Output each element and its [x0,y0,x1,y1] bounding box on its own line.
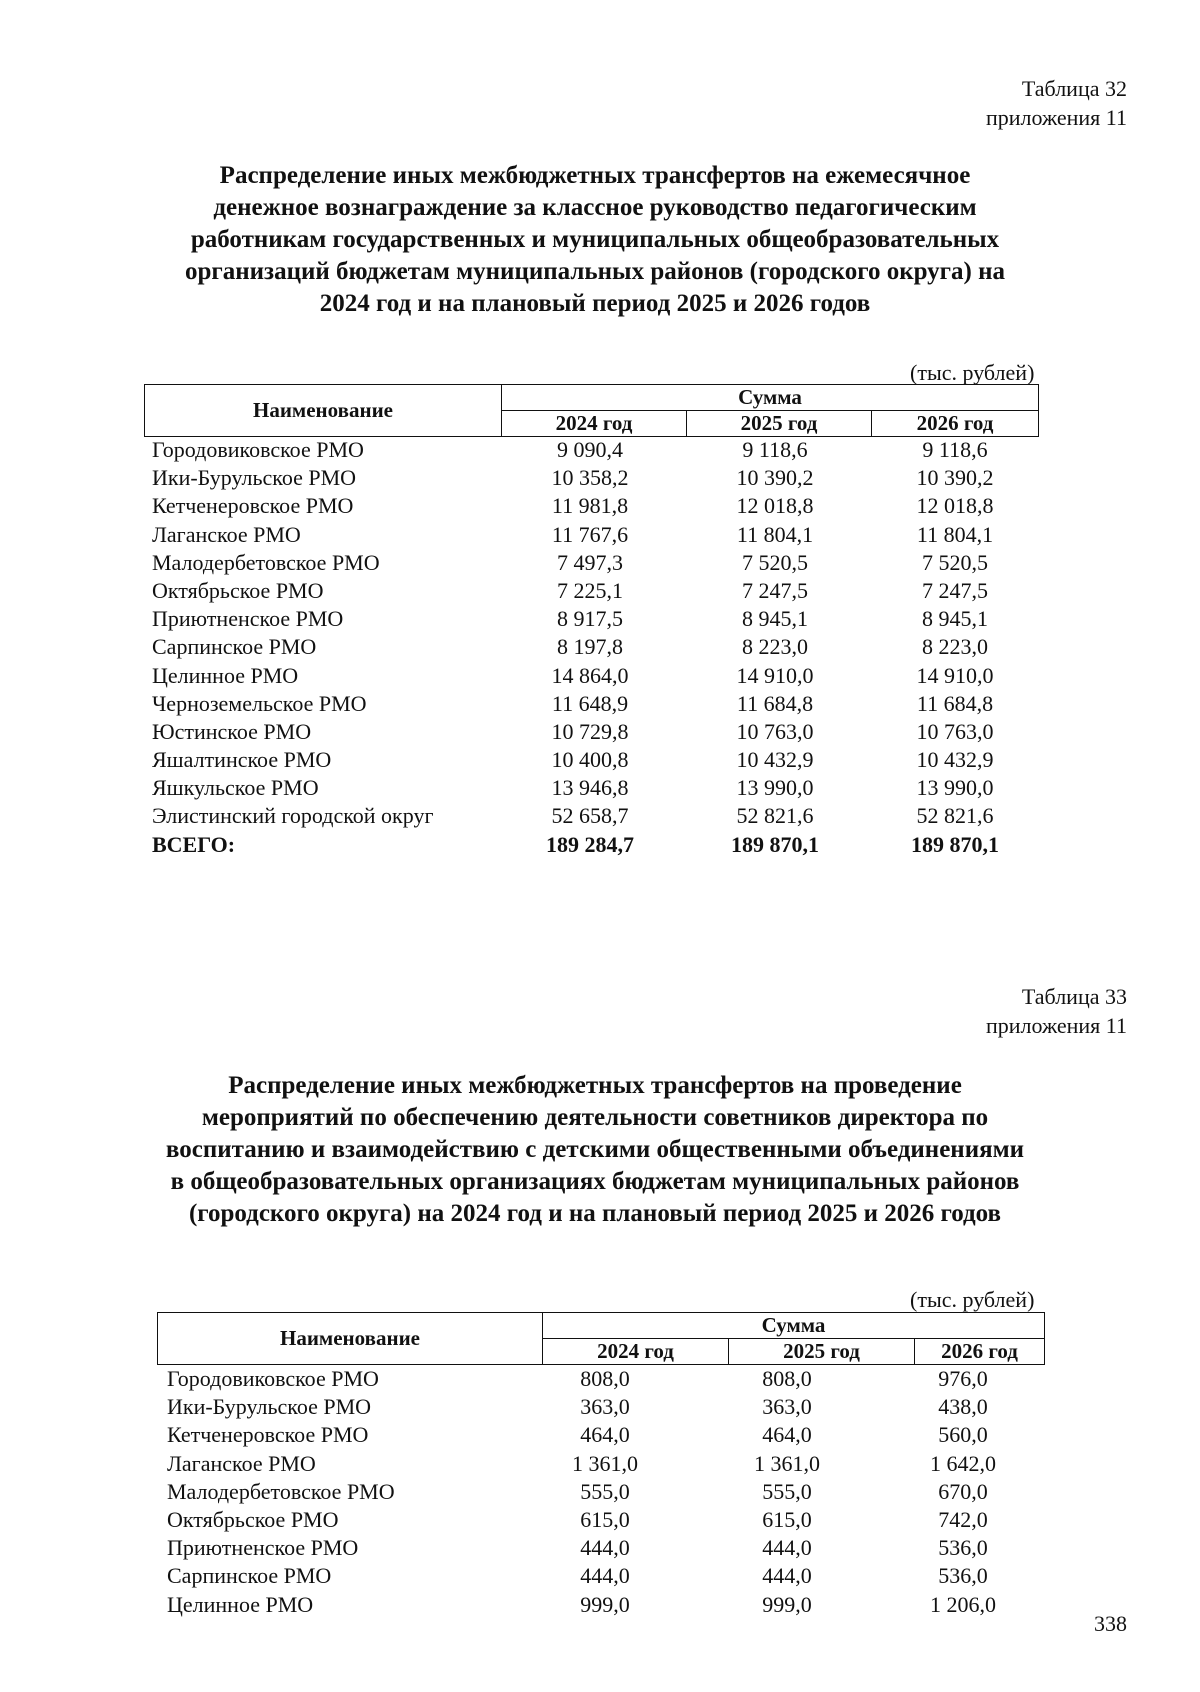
row-value-2024: 11 648,9 [551,690,629,716]
row-name: Сарпинское РМО [167,1563,332,1589]
row-value-2026: 7 247,5 [922,577,988,603]
table32-label-number: Таблица 32 [1021,76,1127,101]
row-value-2026: 11 684,8 [916,690,994,716]
table32-body [140,436,1040,859]
row-name: Целинное РМО [152,662,299,688]
row-value-2026: 11 804,1 [916,521,994,547]
row-value-2025: 11 804,1 [736,521,814,547]
header-sum: Сумма [543,1313,1045,1339]
row-value-2026: 560,0 [938,1422,988,1448]
table-row [155,1591,1045,1619]
table-row [140,774,1040,802]
table-total-row [140,831,1040,859]
row-value-2025: 999,0 [762,1591,812,1617]
table32-label-appendix: приложения 11 [985,105,1127,130]
row-value-2025: 9 118,6 [742,437,808,462]
row-value-2024: 555,0 [580,1478,630,1504]
row-value-2025: 12 018,8 [736,493,814,519]
row-name: Яшалтинское РМО [152,747,332,773]
table-row [140,690,1040,718]
table-row [155,1421,1045,1449]
table-row [140,633,1040,661]
row-name: Юстинское РМО [152,718,312,744]
row-value-2025: 10 390,2 [736,465,814,491]
row-name: Яшкульское РМО [152,775,319,801]
row-name: Кетченеровское РМО [152,493,354,519]
row-name: Лаганское РМО [167,1450,316,1476]
row-value-2026: 8 223,0 [922,634,988,660]
row-value-2024: 999,0 [580,1591,630,1617]
title-line: работникам государственных и муниципальных общеобразовательных [190,226,1000,253]
row-name: Приютненское РМО [167,1535,359,1561]
row-value-2025: 52 821,6 [736,803,814,829]
row-value-2026: 976,0 [938,1366,988,1391]
row-name: Октябрьское РМО [152,577,324,603]
header-year-2026: 2026 год [915,1339,1045,1365]
row-value-2026: 14 910,0 [916,662,994,688]
row-value-2026: 10 390,2 [916,465,994,491]
row-value-2024: 11 981,8 [551,493,629,519]
table-row [140,464,1040,492]
table33-title [130,1070,1060,1230]
table-row [140,718,1040,746]
table-row [140,662,1040,690]
title-line: (городского округа) на 2024 год и на плановый период 2025 и 2026 годов [188,1200,1002,1227]
row-value-2024: 444,0 [580,1535,630,1561]
table-row [155,1562,1045,1590]
row-value-2026: 536,0 [938,1563,988,1589]
table33-units: (тыс. рублей) [910,1287,1035,1312]
title-line: 2024 год и на плановый период 2025 и 2026 годов [319,290,871,317]
table33-label-appendix: приложения 11 [985,1013,1127,1038]
table-row [140,802,1040,830]
table-row [155,1365,1045,1393]
title-line: денежное вознаграждение за классное руководство педагогическим [213,194,977,221]
header-year-2025: 2025 год [687,411,872,437]
table-row [155,1534,1045,1562]
row-value-2024: 52 658,7 [551,803,629,829]
row-value-2026: 8 945,1 [922,606,988,632]
row-value-2026: 10 432,9 [916,747,994,773]
title-line: Распределение иных межбюджетных трансфертов на ежемесячное [219,162,971,189]
row-value-2026: 742,0 [938,1506,988,1532]
table-row [155,1393,1045,1421]
row-name: Черноземельское РМО [152,690,367,716]
row-value-2025: 444,0 [762,1535,812,1561]
row-value-2026: 10 763,0 [916,718,994,744]
header-name: Наименование [158,1313,543,1365]
header-sum: Сумма [502,385,1039,411]
row-value-2025: 13 990,0 [736,775,814,801]
row-name: Городовиковское РМО [167,1366,379,1391]
header-year-2026: 2026 год [872,411,1039,437]
row-value-2024: 7 497,3 [557,549,623,575]
header-name: Наименование [145,385,502,437]
total-label: ВСЕГО: [152,831,236,857]
row-value-2026: 1 642,0 [930,1450,996,1476]
row-value-2025: 808,0 [762,1366,812,1391]
row-name: Целинное РМО [167,1591,314,1617]
table32-units: (тыс. рублей) [910,360,1035,385]
table33-header [157,1312,1045,1365]
table32-title [130,160,1060,320]
header-year-2024: 2024 год [543,1339,729,1365]
row-value-2024: 444,0 [580,1563,630,1589]
row-value-2025: 8 945,1 [742,606,808,632]
row-value-2025: 444,0 [762,1563,812,1589]
header-year-2024: 2024 год [502,411,687,437]
row-value-2024: 10 729,8 [551,718,629,744]
table32-label [986,74,1127,132]
row-value-2026: 9 118,6 [922,437,988,462]
row-value-2025: 8 223,0 [742,634,808,660]
row-name: Элистинский городской округ [152,803,434,829]
row-value-2024: 10 358,2 [551,465,629,491]
title-line: мероприятий по обеспечению деятельности советников директора по [201,1104,989,1131]
table32-header [144,384,1039,437]
row-value-2024: 8 197,8 [557,634,623,660]
row-name: Лаганское РМО [152,521,301,547]
table-row [155,1478,1045,1506]
table-row [140,436,1040,464]
title-line: организаций бюджетам муниципальных районов (городского округа) на [184,258,1006,285]
row-value-2025: 555,0 [762,1478,812,1504]
row-value-2024: 9 090,4 [557,437,623,462]
row-value-2026: 52 821,6 [916,803,994,829]
row-value-2026: 438,0 [938,1394,988,1420]
row-value-2026: 7 520,5 [922,549,988,575]
row-value-2025: 1 361,0 [754,1450,820,1476]
table-row [140,577,1040,605]
row-name: Октябрьское РМО [167,1506,339,1532]
table-row [140,746,1040,774]
row-name: Малодербетовское РМО [152,549,380,575]
row-value-2024: 11 767,6 [551,521,629,547]
row-value-2025: 10 432,9 [736,747,814,773]
table-row [140,605,1040,633]
row-value-2026: 536,0 [938,1535,988,1561]
row-value-2025: 11 684,8 [736,690,814,716]
row-name: Кетченеровское РМО [167,1422,369,1448]
row-value-2024: 8 917,5 [557,606,623,632]
table33-body [155,1365,1045,1619]
row-value-2025: 14 910,0 [736,662,814,688]
row-value-2026: 13 990,0 [916,775,994,801]
row-value-2025: 464,0 [762,1422,812,1448]
row-value-2024: 14 864,0 [551,662,629,688]
page-number: 338 [1094,1611,1127,1636]
total-value-2026: 189 870,1 [911,831,999,857]
row-name: Городовиковское РМО [152,437,364,462]
row-value-2025: 615,0 [762,1506,812,1532]
table-row [155,1506,1045,1534]
row-value-2025: 7 247,5 [742,577,808,603]
table-row [155,1450,1045,1478]
row-value-2024: 10 400,8 [551,747,629,773]
row-value-2026: 12 018,8 [916,493,994,519]
table33-label-number: Таблица 33 [1021,984,1127,1009]
row-value-2025: 363,0 [762,1394,812,1420]
row-value-2024: 363,0 [580,1394,630,1420]
header-year-2025: 2025 год [729,1339,915,1365]
title-line: воспитанию и взаимодействию с детскими общественными объединениями [165,1136,1025,1163]
total-value-2025: 189 870,1 [731,831,819,857]
row-value-2024: 615,0 [580,1506,630,1532]
row-value-2024: 13 946,8 [551,775,629,801]
row-value-2024: 808,0 [580,1366,630,1391]
row-name: Ики-Бурульское РМО [167,1394,372,1420]
row-name: Приютненское РМО [152,606,344,632]
table-row [140,492,1040,520]
row-value-2025: 7 520,5 [742,549,808,575]
row-value-2025: 10 763,0 [736,718,814,744]
row-value-2026: 1 206,0 [930,1591,996,1617]
row-name: Малодербетовское РМО [167,1478,395,1504]
row-value-2024: 464,0 [580,1422,630,1448]
table-row [140,549,1040,577]
title-line: в общеобразовательных организациях бюджетам муниципальных районов [170,1168,1020,1195]
row-name: Ики-Бурульское РМО [152,465,357,491]
table-row [140,521,1040,549]
row-value-2024: 1 361,0 [572,1450,638,1476]
total-value-2024: 189 284,7 [546,831,634,857]
title-line: Распределение иных межбюджетных трансфертов на проведение [228,1072,962,1099]
table33-label [986,982,1127,1040]
row-value-2026: 670,0 [938,1478,988,1504]
row-value-2024: 7 225,1 [557,577,623,603]
row-name: Сарпинское РМО [152,634,317,660]
